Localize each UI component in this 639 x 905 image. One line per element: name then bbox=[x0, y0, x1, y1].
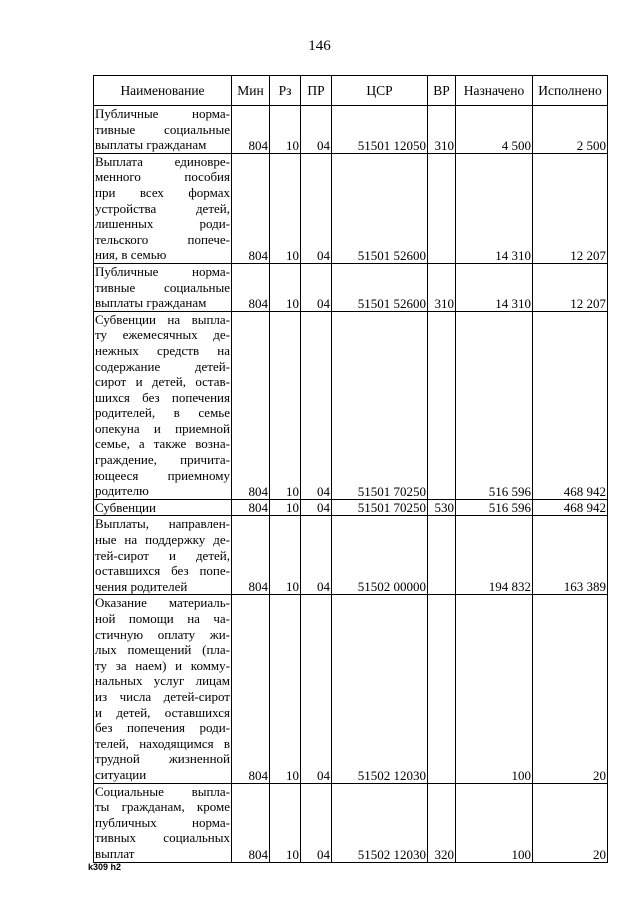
row-pr: 04 bbox=[301, 153, 332, 263]
row-rz: 10 bbox=[270, 595, 301, 783]
row-name-line: опекуна и приемной bbox=[95, 420, 230, 436]
row-name-line: ту ежемесячных де- bbox=[95, 327, 230, 343]
row-assigned: 14 310 bbox=[456, 153, 533, 263]
table-row bbox=[94, 263, 608, 311]
row-min: 804 bbox=[232, 106, 270, 154]
row-name-line: семье, а также возна- bbox=[95, 436, 230, 452]
table-row bbox=[94, 499, 608, 516]
row-assigned: 516 596 bbox=[456, 499, 533, 516]
row-name-line: Выплаты, направлен- bbox=[95, 516, 230, 532]
table-row bbox=[94, 516, 608, 595]
header-csr: ЦСР bbox=[332, 76, 428, 106]
header-min: Мин bbox=[232, 76, 270, 106]
row-vr bbox=[428, 595, 456, 783]
header-assigned: Назначено bbox=[456, 76, 533, 106]
row-assigned: 516 596 bbox=[456, 311, 533, 499]
row-name-line: Субвенции на выпла- bbox=[95, 311, 230, 327]
header-name: Наименование bbox=[94, 76, 232, 106]
row-vr: 320 bbox=[428, 783, 456, 862]
row-rz: 10 bbox=[270, 311, 301, 499]
row-min: 804 bbox=[232, 263, 270, 311]
table-row bbox=[94, 153, 608, 263]
row-vr bbox=[428, 153, 456, 263]
row-csr: 51501 52600 bbox=[332, 263, 428, 311]
row-min: 804 bbox=[232, 783, 270, 862]
row-name-line: выплаты гражданам bbox=[95, 295, 207, 311]
row-rz: 10 bbox=[270, 783, 301, 862]
row-rz: 10 bbox=[270, 263, 301, 311]
row-executed: 163 389 bbox=[533, 516, 608, 595]
row-name-line: стичную оплату жи- bbox=[95, 626, 230, 642]
row-name-line: оставшихся без попе- bbox=[95, 563, 230, 579]
row-name bbox=[94, 106, 232, 154]
row-csr: 51501 12050 bbox=[332, 106, 428, 154]
header-pr: ПР bbox=[301, 76, 332, 106]
footer-code: k309 h2 bbox=[88, 862, 122, 872]
row-vr bbox=[428, 516, 456, 595]
row-name-line: лых помещений (пла- bbox=[95, 642, 230, 658]
row-name-line: публичных норма- bbox=[95, 814, 230, 830]
row-name bbox=[94, 499, 232, 516]
row-name bbox=[94, 516, 232, 595]
row-name-line: Субвенции bbox=[95, 499, 156, 515]
header-vr: ВР bbox=[428, 76, 456, 106]
row-csr: 51501 70250 bbox=[332, 499, 428, 516]
row-name-line: тивные социальные bbox=[95, 279, 230, 295]
row-name bbox=[94, 595, 232, 783]
row-executed: 12 207 bbox=[533, 263, 608, 311]
page-number: 146 bbox=[308, 38, 331, 54]
row-name-line: тей-сирот и детей, bbox=[95, 547, 230, 563]
row-name-line: содержание детей- bbox=[95, 358, 230, 374]
row-name-line: граждение, причита- bbox=[95, 452, 230, 468]
row-executed: 468 942 bbox=[533, 311, 608, 499]
row-pr: 04 bbox=[301, 595, 332, 783]
row-executed: 12 207 bbox=[533, 153, 608, 263]
row-name-line: ной помощи на ча- bbox=[95, 611, 230, 626]
row-name-line: сирот и детей, остав- bbox=[95, 374, 230, 390]
row-name-line: нальных услуг лицам bbox=[95, 673, 230, 689]
row-pr: 04 bbox=[301, 783, 332, 862]
row-executed: 468 942 bbox=[533, 499, 608, 516]
row-name-line: ту за наем) и комму- bbox=[95, 657, 230, 673]
row-name bbox=[94, 783, 232, 862]
row-name bbox=[94, 263, 232, 311]
row-min: 804 bbox=[232, 499, 270, 516]
row-name bbox=[94, 153, 232, 263]
row-name-line: тивных социальных bbox=[95, 830, 230, 846]
row-name-line: выплат bbox=[95, 845, 135, 861]
row-rz: 10 bbox=[270, 516, 301, 595]
row-name-line: Публичные норма- bbox=[95, 106, 230, 121]
row-pr: 04 bbox=[301, 311, 332, 499]
row-assigned: 14 310 bbox=[456, 263, 533, 311]
row-name-line: нежных средств на bbox=[95, 342, 230, 358]
row-min: 804 bbox=[232, 516, 270, 595]
row-name-line: тельского попече- bbox=[95, 231, 230, 247]
row-name-line: ющееся приемному bbox=[95, 467, 230, 483]
table-body bbox=[94, 106, 608, 863]
row-pr: 04 bbox=[301, 499, 332, 516]
row-name-line: трудной жизненной bbox=[95, 751, 230, 767]
row-name-line: ные на поддержку де- bbox=[95, 532, 230, 548]
row-vr bbox=[428, 311, 456, 499]
row-rz: 10 bbox=[270, 106, 301, 154]
row-assigned: 100 bbox=[456, 783, 533, 862]
row-pr: 04 bbox=[301, 516, 332, 595]
row-name-line: и детей, оставшихся bbox=[95, 704, 230, 720]
row-name-line: Социальные выпла- bbox=[95, 783, 230, 799]
row-name-line: выплаты гражданам bbox=[95, 137, 207, 153]
row-name-line: Оказание материаль- bbox=[95, 595, 230, 611]
row-csr: 51502 12030 bbox=[332, 595, 428, 783]
header-rz: Рз bbox=[270, 76, 301, 106]
row-name-line: родителей, в семье bbox=[95, 405, 230, 421]
row-assigned: 194 832 bbox=[456, 516, 533, 595]
header-executed: Исполнено bbox=[533, 76, 608, 106]
row-assigned: 100 bbox=[456, 595, 533, 783]
row-name-line: шихся без попечения bbox=[95, 389, 230, 405]
row-assigned: 4 500 bbox=[456, 106, 533, 154]
row-csr: 51502 00000 bbox=[332, 516, 428, 595]
row-executed: 2 500 bbox=[533, 106, 608, 154]
row-name-line: Публичные норма- bbox=[95, 263, 230, 279]
row-name-line: чения родителей bbox=[95, 578, 188, 594]
row-name bbox=[94, 311, 232, 499]
row-name-line: телей, находящимся в bbox=[95, 735, 230, 751]
row-name-line: ситуации bbox=[95, 766, 147, 782]
row-name-line: при всех формах bbox=[95, 184, 230, 200]
row-name-line: тивные социальные bbox=[95, 121, 230, 137]
row-csr: 51501 70250 bbox=[332, 311, 428, 499]
row-name-line: из числа детей-сирот bbox=[95, 688, 230, 704]
row-executed: 20 bbox=[533, 783, 608, 862]
row-name-line: ты гражданам, кроме bbox=[95, 799, 230, 815]
table-row bbox=[94, 311, 608, 499]
row-pr: 04 bbox=[301, 106, 332, 154]
row-name-line: лишенных роди- bbox=[95, 216, 230, 232]
row-rz: 10 bbox=[270, 153, 301, 263]
row-rz: 10 bbox=[270, 499, 301, 516]
row-csr: 51502 12030 bbox=[332, 783, 428, 862]
table-row bbox=[94, 783, 608, 862]
row-vr: 530 bbox=[428, 499, 456, 516]
table-row bbox=[94, 106, 608, 154]
row-name-line: родителю bbox=[95, 483, 149, 499]
row-name-line: менного пособия bbox=[95, 169, 230, 185]
row-vr: 310 bbox=[428, 263, 456, 311]
budget-table bbox=[93, 75, 608, 863]
table-header-row bbox=[94, 76, 608, 106]
table-row bbox=[94, 595, 608, 783]
row-min: 804 bbox=[232, 595, 270, 783]
row-min: 804 bbox=[232, 153, 270, 263]
row-name-line: без попечения роди- bbox=[95, 720, 230, 736]
row-vr: 310 bbox=[428, 106, 456, 154]
row-name-line: ния, в семью bbox=[95, 247, 167, 263]
row-name-line: устройства детей, bbox=[95, 200, 230, 216]
row-name-line: Выплата единовре- bbox=[95, 153, 230, 169]
row-executed: 20 bbox=[533, 595, 608, 783]
row-csr: 51501 52600 bbox=[332, 153, 428, 263]
row-min: 804 bbox=[232, 311, 270, 499]
row-pr: 04 bbox=[301, 263, 332, 311]
